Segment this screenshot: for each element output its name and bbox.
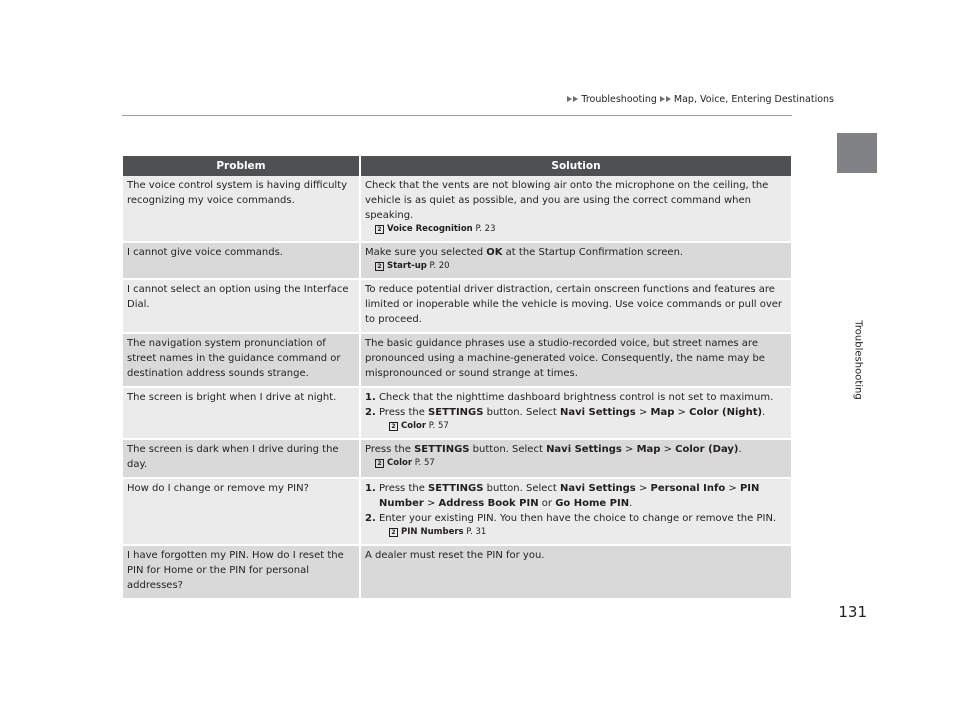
table-row — [123, 439, 791, 478]
header-divider — [122, 115, 792, 116]
solution-cell: To reduce potential driver distraction, certain onscreen functions and features are limited or inoperable while the vehicle is moving. Use voice commands or pull over to proceed. — [360, 279, 791, 333]
column-header-solution: Solution — [360, 156, 791, 176]
section-tab-marker — [837, 133, 877, 173]
reference-page: P. 57 — [428, 421, 449, 431]
problem-cell: I cannot select an option using the Interface Dial. — [123, 279, 360, 333]
solution-text — [365, 247, 683, 258]
menu-path-item: Color (Day) — [675, 444, 739, 455]
reference-icon: 2 — [389, 422, 398, 431]
problem-cell: I cannot give voice commands. — [123, 242, 360, 279]
reference-icon: 2 — [375, 225, 384, 234]
problem-cell: I have forgotten my PIN. How do I reset the PIN for Home or the PIN for personal addresses? — [123, 545, 360, 599]
menu-path-item: Navi Settings — [546, 444, 622, 455]
breadcrumb — [0, 94, 834, 105]
table-row — [123, 242, 791, 279]
solution-text — [365, 444, 742, 455]
cross-reference-link[interactable] — [365, 526, 787, 539]
step-text: Enter your existing PIN. You then have the choice to change or remove the PIN. — [378, 513, 777, 524]
menu-path-separator: > — [635, 483, 651, 494]
menu-path-separator: > — [635, 407, 651, 418]
solution-cell — [360, 478, 791, 545]
step-text: button. Select — [483, 483, 561, 494]
menu-path-item: Map — [650, 407, 675, 418]
solution-step — [365, 511, 787, 526]
menu-path-item: Address Book PIN — [438, 498, 539, 509]
reference-icon: 2 — [375, 459, 384, 468]
menu-path-item: PIN Number — [379, 483, 760, 509]
solution-cell — [360, 387, 791, 439]
step-text: . — [738, 444, 742, 455]
troubleshooting-table — [123, 156, 791, 600]
reference-icon: 2 — [389, 528, 398, 537]
step-number: 1. — [365, 483, 376, 494]
table-row — [123, 279, 791, 333]
solution-text-part: at the Startup Confirmation screen. — [502, 247, 684, 258]
step-number: 2. — [365, 513, 376, 524]
reference-page: P. 57 — [414, 458, 435, 468]
menu-path-separator: > — [423, 498, 439, 509]
breadcrumb-arrow-icon — [567, 96, 572, 102]
column-header-problem: Problem — [123, 156, 360, 176]
reference-title: Start-up — [387, 261, 427, 271]
reference-title: PIN Numbers — [401, 527, 464, 537]
step-number: 2. — [365, 407, 376, 418]
menu-path-item: Navi Settings — [560, 483, 636, 494]
problem-cell: The screen is bright when I drive at night. — [123, 387, 360, 439]
step-number: 1. — [365, 392, 376, 403]
solution-cell — [360, 242, 791, 279]
menu-path-separator: > — [621, 444, 637, 455]
step-text: Press the — [378, 407, 429, 418]
menu-path-separator: > — [725, 483, 740, 494]
menu-path-item: Map — [636, 444, 661, 455]
menu-path-item: Go Home PIN — [555, 498, 630, 509]
solution-cell: The basic guidance phrases use a studio-recorded voice, but street names are pronounced using a machine-generated voice. Consequently, the name may be mispronounced or sound strange at times. — [360, 333, 791, 387]
cross-reference-link[interactable] — [365, 420, 787, 433]
settings-button-label: SETTINGS — [414, 444, 470, 455]
step-text: . — [629, 498, 633, 509]
step-text: . — [762, 407, 766, 418]
step-text: or — [538, 498, 556, 509]
solution-cell — [360, 439, 791, 478]
breadcrumb-arrow-icon — [660, 96, 665, 102]
solution-cell: A dealer must reset the PIN for you. — [360, 545, 791, 599]
reference-title: Voice Recognition — [387, 224, 473, 234]
reference-page: P. 20 — [429, 261, 450, 271]
problem-cell: The voice control system is having difficulty recognizing my voice commands. — [123, 176, 360, 242]
cross-reference-link[interactable] — [365, 457, 787, 470]
table-row — [123, 333, 791, 387]
reference-title: Color — [401, 421, 427, 431]
section-side-label — [851, 300, 865, 420]
breadcrumb-arrow-icon — [666, 96, 671, 102]
solution-cell — [360, 176, 791, 242]
solution-text: Check that the vents are not blowing air onto the microphone on the ceiling, the vehicle is as quiet as possible, and you are using the correct command when speaking. — [365, 180, 769, 221]
table-row — [123, 387, 791, 439]
solution-step — [365, 481, 787, 511]
reference-page: P. 23 — [475, 224, 496, 234]
reference-page: P. 31 — [466, 527, 487, 537]
step-text: Check that the nighttime dashboard brightness control is not set to maximum. — [378, 392, 774, 403]
reference-title: Color — [387, 458, 413, 468]
breadcrumb-arrow-icon — [573, 96, 578, 102]
menu-path-item: Navi Settings — [560, 407, 636, 418]
breadcrumb-item-current: Map, Voice, Entering Destinations — [673, 94, 834, 105]
solution-text-emphasis: OK — [486, 247, 503, 258]
step-text: Press the — [378, 483, 429, 494]
problem-cell: How do I change or remove my PIN? — [123, 478, 360, 545]
cross-reference-link[interactable] — [365, 223, 787, 236]
step-text: button. Select — [469, 444, 547, 455]
breadcrumb-item-troubleshooting[interactable]: Troubleshooting — [581, 94, 657, 105]
menu-path-item: Personal Info — [650, 483, 726, 494]
step-text: Press the — [365, 444, 415, 455]
table-header-row — [123, 156, 791, 176]
menu-path-separator: > — [674, 407, 690, 418]
menu-path-separator: > — [660, 444, 676, 455]
section-side-label-text: Troubleshooting — [852, 320, 864, 400]
table-row — [123, 176, 791, 242]
menu-path-item: Color (Night) — [689, 407, 763, 418]
cross-reference-link[interactable] — [365, 260, 787, 273]
settings-button-label: SETTINGS — [428, 407, 484, 418]
table-row — [123, 478, 791, 545]
step-text: button. Select — [483, 407, 561, 418]
reference-icon: 2 — [375, 262, 384, 271]
problem-cell: The screen is dark when I drive during the day. — [123, 439, 360, 478]
page-number: 131 — [838, 603, 867, 621]
solution-text-part: Make sure you selected — [365, 247, 487, 258]
solution-step — [365, 405, 787, 420]
problem-cell: The navigation system pronunciation of street names in the guidance command or destination address sounds strange. — [123, 333, 360, 387]
solution-step — [365, 390, 787, 405]
table-row — [123, 545, 791, 599]
settings-button-label: SETTINGS — [428, 483, 484, 494]
